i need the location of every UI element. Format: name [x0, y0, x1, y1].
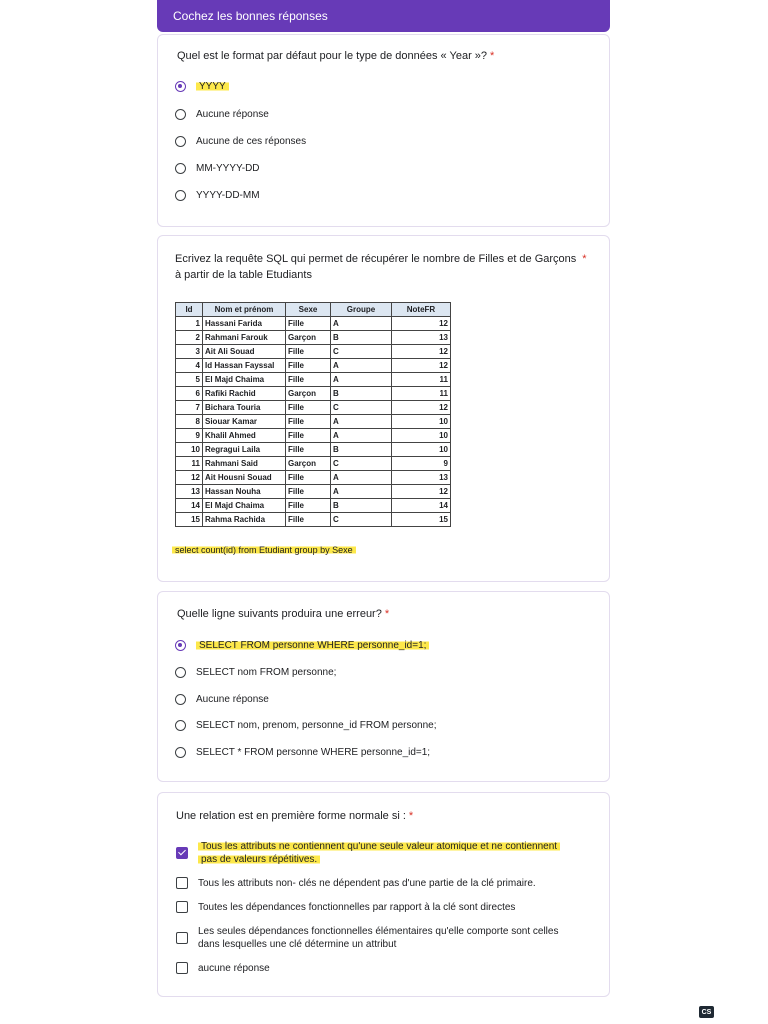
table-cell: Fille: [286, 373, 331, 387]
table-row: [176, 373, 451, 387]
radio-icon[interactable]: [175, 136, 186, 147]
table-cell: Siouar Kamar: [203, 415, 286, 429]
column-header: Groupe: [331, 303, 392, 317]
table-cell: 10: [392, 443, 451, 457]
option-label: Les seules dépendances fonctionnelles élémentaires qu'elle comporte sont celles dans lesquelles une clé détermine un attribut: [198, 926, 559, 950]
radio-option[interactable]: [175, 81, 229, 92]
column-header: Nom et prénom: [203, 303, 286, 317]
table-cell: 12: [176, 471, 203, 485]
table-cell: Hassani Farida: [203, 317, 286, 331]
table-row: [176, 387, 451, 401]
table-cell: 9: [392, 457, 451, 471]
checkbox-icon[interactable]: [176, 962, 188, 974]
radio-icon[interactable]: [175, 747, 186, 758]
camscanner-badge-icon: CS: [699, 1006, 714, 1018]
radio-option[interactable]: [175, 667, 336, 678]
table-cell: Id Hassan Fayssal: [203, 359, 286, 373]
table-cell: Bichara Touria: [203, 401, 286, 415]
table-cell: 10: [392, 429, 451, 443]
table-cell: 15: [176, 513, 203, 527]
question-title: Quelle ligne suivants produira une erreur? *: [177, 608, 390, 620]
required-asterisk: *: [408, 810, 414, 822]
table-cell: Fille: [286, 401, 331, 415]
table-cell: A: [331, 485, 392, 499]
table-row: [176, 345, 451, 359]
table-cell: 13: [392, 471, 451, 485]
radio-option[interactable]: [175, 694, 269, 705]
checkbox-option[interactable]: [176, 877, 536, 889]
table-cell: Fille: [286, 317, 331, 331]
table-cell: A: [331, 415, 392, 429]
radio-selected-icon[interactable]: [175, 640, 186, 651]
table-cell: A: [331, 471, 392, 485]
table-cell: 13: [176, 485, 203, 499]
radio-icon[interactable]: [175, 694, 186, 705]
column-header: Sexe: [286, 303, 331, 317]
table-cell: Fille: [286, 415, 331, 429]
table-cell: C: [331, 513, 392, 527]
table-cell: Fille: [286, 429, 331, 443]
table-row: [176, 317, 451, 331]
table-cell: 14: [392, 499, 451, 513]
checkbox-icon[interactable]: [176, 901, 188, 913]
table-cell: Regragui Laila: [203, 443, 286, 457]
table-cell: 11: [392, 387, 451, 401]
short-answer-text[interactable]: select count(id) from Etudiant group by Sexe: [172, 545, 356, 555]
table-cell: Fille: [286, 499, 331, 513]
table-cell: El Majd Chaima: [203, 373, 286, 387]
radio-selected-icon[interactable]: [175, 81, 186, 92]
table-cell: Rahmani Farouk: [203, 331, 286, 345]
table-cell: B: [331, 387, 392, 401]
checkbox-icon[interactable]: [176, 932, 188, 944]
table-row: [176, 415, 451, 429]
radio-icon[interactable]: [175, 667, 186, 678]
required-asterisk: *: [490, 50, 495, 62]
table-row: [176, 331, 451, 345]
table-cell: 11: [176, 457, 203, 471]
table-header-row: [176, 303, 451, 317]
option-label: aucune réponse: [198, 962, 270, 974]
question-title: Une relation est en première forme normale si : *: [176, 810, 414, 822]
table-cell: Hassan Nouha: [203, 485, 286, 499]
table-cell: A: [331, 429, 392, 443]
table-cell: Fille: [286, 513, 331, 527]
table-cell: 7: [176, 401, 203, 415]
table-row: [176, 401, 451, 415]
table-cell: 13: [392, 331, 451, 345]
table-cell: B: [331, 443, 392, 457]
table-row: [176, 457, 451, 471]
option-label: YYYY-DD-MM: [196, 190, 260, 201]
option-label: MM-YYYY-DD: [196, 163, 260, 174]
required-asterisk: *: [582, 253, 587, 265]
option-label: SELECT FROM personne WHERE personne_id=1;: [196, 640, 429, 651]
table-cell: C: [331, 401, 392, 415]
radio-option[interactable]: [175, 136, 306, 147]
table-cell: 12: [392, 317, 451, 331]
table-cell: 2: [176, 331, 203, 345]
table-cell: 12: [392, 401, 451, 415]
option-label: Tous les attributs non- clés ne dépendent pas d'une partie de la clé primaire.: [198, 877, 536, 889]
option-label: Aucune de ces réponses: [196, 136, 307, 147]
table-cell: Fille: [286, 443, 331, 457]
table-cell: 12: [392, 359, 451, 373]
table-cell: 15: [392, 513, 451, 527]
column-header: NoteFR: [392, 303, 451, 317]
required-asterisk: *: [384, 608, 390, 620]
table-cell: 12: [392, 485, 451, 499]
table-row: [176, 471, 451, 485]
table-cell: El Majd Chaima: [203, 499, 286, 513]
option-label: SELECT nom, prenom, personne_id FROM personne;: [196, 720, 437, 731]
checkbox-option[interactable]: [176, 925, 558, 951]
table-cell: Ait Housni Souad: [203, 471, 286, 485]
radio-option[interactable]: [175, 109, 269, 120]
table-cell: 4: [176, 359, 203, 373]
checkbox-option[interactable]: [176, 962, 270, 974]
table-row: [176, 359, 451, 373]
option-label: Aucune réponse: [196, 109, 269, 120]
radio-option[interactable]: [175, 163, 260, 174]
students-table: [175, 302, 451, 527]
table-row: [176, 429, 451, 443]
radio-icon[interactable]: [175, 720, 186, 731]
table-cell: 8: [176, 415, 203, 429]
section-header: [157, 0, 610, 32]
checkbox-icon[interactable]: [176, 877, 188, 889]
radio-icon[interactable]: [175, 190, 186, 201]
option-label: YYYY: [196, 81, 229, 92]
radio-icon[interactable]: [175, 163, 186, 174]
table-cell: Fille: [286, 485, 331, 499]
table-cell: A: [331, 359, 392, 373]
radio-icon[interactable]: [175, 109, 186, 120]
option-label: SELECT nom FROM personne;: [196, 667, 337, 678]
table-cell: 14: [176, 499, 203, 513]
radio-option[interactable]: [175, 747, 430, 758]
table-cell: Fille: [286, 359, 331, 373]
table-cell: Khalil Ahmed: [203, 429, 286, 443]
table-cell: Rahma Rachida: [203, 513, 286, 527]
option-label: Toutes les dépendances fonctionnelles par rapport à la clé sont directes: [198, 901, 516, 913]
table-row: [176, 485, 451, 499]
column-header: Id: [176, 303, 203, 317]
question-title: Quel est le format par défaut pour le type de données « Year »? *: [177, 50, 495, 62]
table-cell: 5: [176, 373, 203, 387]
table-cell: B: [331, 499, 392, 513]
table-row: [176, 513, 451, 527]
table-cell: 11: [392, 373, 451, 387]
table-cell: 3: [176, 345, 203, 359]
radio-option[interactable]: [175, 640, 429, 651]
table-cell: 6: [176, 387, 203, 401]
radio-option[interactable]: [175, 720, 437, 731]
table-cell: Rahmani Said: [203, 457, 286, 471]
section-title: Cochez les bonnes réponses: [173, 9, 328, 23]
table-cell: Garçon: [286, 331, 331, 345]
table-cell: 10: [176, 443, 203, 457]
table-cell: Garçon: [286, 387, 331, 401]
table-cell: 10: [392, 415, 451, 429]
table-cell: 1: [176, 317, 203, 331]
table-cell: C: [331, 345, 392, 359]
table-cell: Garçon: [286, 457, 331, 471]
table-cell: C: [331, 457, 392, 471]
table-cell: Fille: [286, 471, 331, 485]
checkbox-option[interactable]: [176, 901, 515, 913]
option-label: Tous les attributs ne contiennent qu'une seule valeur atomique et ne contiennent pas de valeurs répétitives.: [198, 840, 560, 866]
table-cell: A: [331, 373, 392, 387]
question-title: Ecrivez la requête SQL qui permet de récupérer le nombre de Filles et de Garçons * à partir de la table Etudiants: [175, 253, 587, 281]
table-cell: Ait Ali Souad: [203, 345, 286, 359]
table-row: [176, 443, 451, 457]
table-cell: B: [331, 331, 392, 345]
table-cell: 12: [392, 345, 451, 359]
table-cell: Rafiki Rachid: [203, 387, 286, 401]
option-label: SELECT * FROM personne WHERE personne_id=1;: [196, 747, 431, 758]
radio-option[interactable]: [175, 190, 260, 201]
option-label: Aucune réponse: [196, 694, 269, 705]
checkbox-checked-icon[interactable]: [176, 847, 188, 859]
table-cell: 9: [176, 429, 203, 443]
table-cell: Fille: [286, 345, 331, 359]
checkbox-option[interactable]: [176, 840, 560, 866]
table-cell: A: [331, 317, 392, 331]
table-row: [176, 499, 451, 513]
